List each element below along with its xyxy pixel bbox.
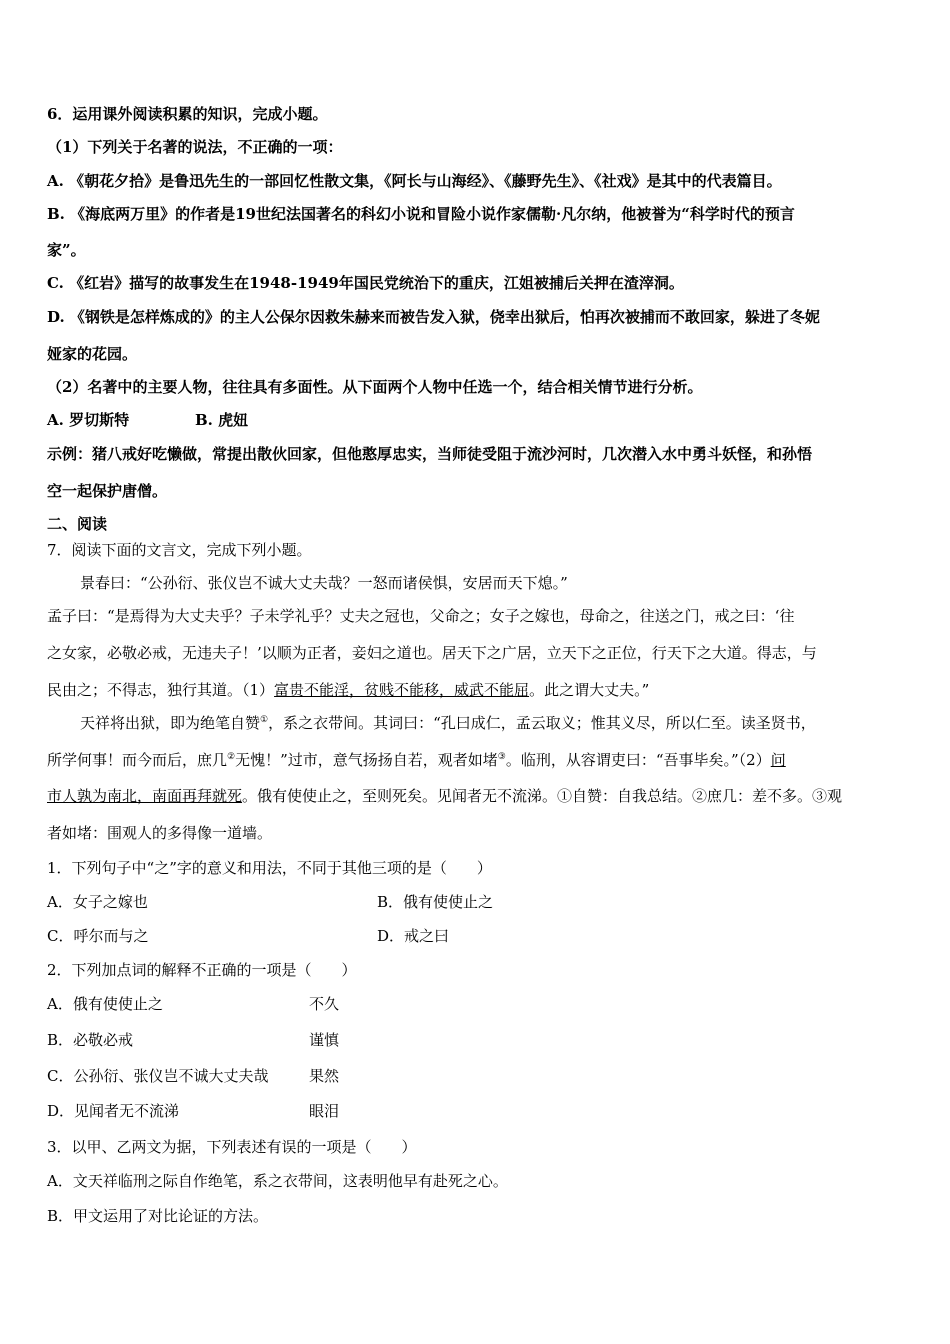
q7-passage3-line3 (47, 786, 842, 806)
q7-s2-option-b: B．必敬必戒 (47, 1031, 134, 1049)
q7-s2-option-d-explanation: 眼泪 (309, 1102, 340, 1120)
q7-s2-option-b-explanation: 谨慎 (309, 1031, 340, 1049)
q6-choices (47, 410, 249, 430)
q7-s1-option-c: C．呼尔而与之 (47, 927, 149, 945)
q6-title: 6．运用课外阅读积累的知识，完成小题。 (47, 105, 328, 123)
q7-passage2-line1: 孟子曰：“是焉得为大丈夫乎？子未学礼乎？丈夫之冠也，父命之；女子之嫁也，母命之，往送之门，戒之曰：‘往 (47, 607, 795, 625)
q7-s1-row2 (47, 926, 450, 946)
section-title-reading: 二、阅读 (47, 515, 108, 533)
q7-underlined-sentence-1: 富贵不能淫，贫贱不能移，威武不能屈 (274, 681, 530, 699)
q6-sub2: （2）名著中的主要人物，往往具有多面性。从下面两个人物中任选一个，结合相关情节进行分析。 (47, 378, 703, 396)
q6-option-d-line1: D. 《钢铁是怎样炼成的》的主人公保尔因救朱赫来而被告发入狱，侥幸出狱后，怕再次被捕而不敢回家，躲进了冬妮 (47, 308, 820, 326)
footnote-marker-1: ① (260, 715, 269, 725)
q7-passage3-line4: 者如堵：围观人的多得像一道墙。 (47, 824, 273, 842)
q7-s1-option-a: A．女子之嫁也 (47, 893, 148, 911)
q6-example-line1: 示例：猪八戒好吃懒做，常提出散伙回家，但他憨厚忠实，当师徒受阻于流沙河时，几次潜入水中勇斗妖怪，和孙悟 (47, 445, 813, 463)
q7-passage1: 景春曰：“公孙衍、张仪岂不诚大丈夫哉？一怒而诸侯惧，安居而天下熄。” (80, 574, 568, 592)
q7-underlined-sentence-2-start: 问 (770, 751, 786, 769)
q7-passage3-line1-end: ，系之衣带间。其词曰：“孔曰成仁，孟云取义；惟其义尽，所以仁至。读圣贤书， (268, 714, 816, 732)
q7-passage2-line2: 之女家，必敬必戒，无违夫子！’以顺为正者，妾妇之道也。居天下之广居，立天下之正位，行天下之大道。得志，与 (47, 644, 817, 662)
q7-s2-stem: 2．下列加点词的解释不正确的一项是（ ） (47, 961, 357, 979)
q7-passage3-line2 (47, 750, 786, 770)
footnote-marker-2: ② (227, 752, 236, 762)
q7-passage2-line3-end: 。此之谓大丈夫。” (529, 681, 650, 699)
q6-choice-b: B. 虎妞 (195, 411, 249, 429)
q7-s2-option-c: C．公孙衍、张仪岂不诚大丈夫哉 (47, 1067, 269, 1085)
q7-s2-option-a-explanation: 不久 (309, 995, 340, 1013)
q7-s3-option-a: A．文天祥临刑之际自作绝笔，系之衣带间，这表明他早有赴死之心。 (47, 1172, 508, 1190)
q6-option-c: C. 《红岩》描写的故事发生在1948-1949年国民党统治下的重庆，江姐被捕后关押在渣滓洞。 (47, 274, 684, 292)
q7-s1-stem: 1．下列句子中“之”字的意义和用法，不同于其他三项的是（ ） (47, 859, 492, 877)
q7-passage3-line2-mid: 无愧！”过市，意气扬扬自若，观者如堵 (235, 751, 498, 769)
q7-passage3-line2-end: 。临刑，从容谓吏曰：“吾事毕矣。”（2） (505, 751, 771, 769)
q7-s2-option-c-explanation: 果然 (309, 1067, 340, 1085)
q7-s2-row-a (47, 994, 340, 1014)
q6-option-b-line1: B. 《海底两万里》的作者是19世纪法国著名的科幻小说和冒险小说作家儒勒·凡尔纳，他被誉为“科学时代的预言 (47, 205, 795, 223)
q7-s1-option-b: B．俄有使使止之 (377, 893, 494, 911)
q7-passage2-line3-start: 民由之；不得志，独行其道。（1） (47, 681, 275, 699)
q7-s2-option-a: A．俄有使使止之 (47, 995, 163, 1013)
q7-s2-row-b (47, 1030, 340, 1050)
q7-s2-row-d (47, 1101, 340, 1121)
q6-choice-a: A. 罗切斯特 (47, 411, 130, 429)
q7-s3-option-b: B．甲文运用了对比论证的方法。 (47, 1207, 269, 1225)
footnote-marker-3: ③ (497, 752, 506, 762)
q7-passage3-line2-start: 所学何事！而今而后，庶几 (47, 751, 228, 769)
q7-passage3-line1-start: 天祥将出狱，即为绝笔自赞 (80, 714, 261, 732)
q6-option-d-line2: 娅家的花园。 (47, 345, 138, 363)
q6-example-line2: 空一起保护唐僧。 (47, 482, 168, 500)
q7-underlined-sentence-2: 市人孰为南北，南面再拜就死 (47, 787, 243, 805)
q7-s2-option-d: D．见闻者无不流涕 (47, 1102, 180, 1120)
q7-title: 7．阅读下面的文言文，完成下列小题。 (47, 541, 312, 559)
q7-passage2-line3 (47, 680, 649, 700)
q7-passage3-line1 (80, 713, 816, 733)
q7-s1-row1 (47, 892, 494, 912)
q6-option-b-line2: 家”。 (47, 241, 86, 259)
q6-option-a: A. 《朝花夕拾》是鲁迅先生的一部回忆性散文集，《阿长与山海经》、《藤野先生》、《社戏》是其中的代表篇目。 (47, 172, 782, 190)
q7-s1-option-d: D．戒之曰 (377, 927, 450, 945)
q7-passage3-line3-end: 。俄有使使止之，至则死矣。见闻者无不流涕。①自赞：自我总结。②庶几：差不多。③观 (242, 787, 843, 805)
q7-s2-row-c (47, 1066, 340, 1086)
q6-sub1: （1）下列关于名著的说法，不正确的一项： (47, 138, 343, 156)
q7-s3-stem: 3．以甲、乙两文为据，下列表述有误的一项是（ ） (47, 1138, 417, 1156)
